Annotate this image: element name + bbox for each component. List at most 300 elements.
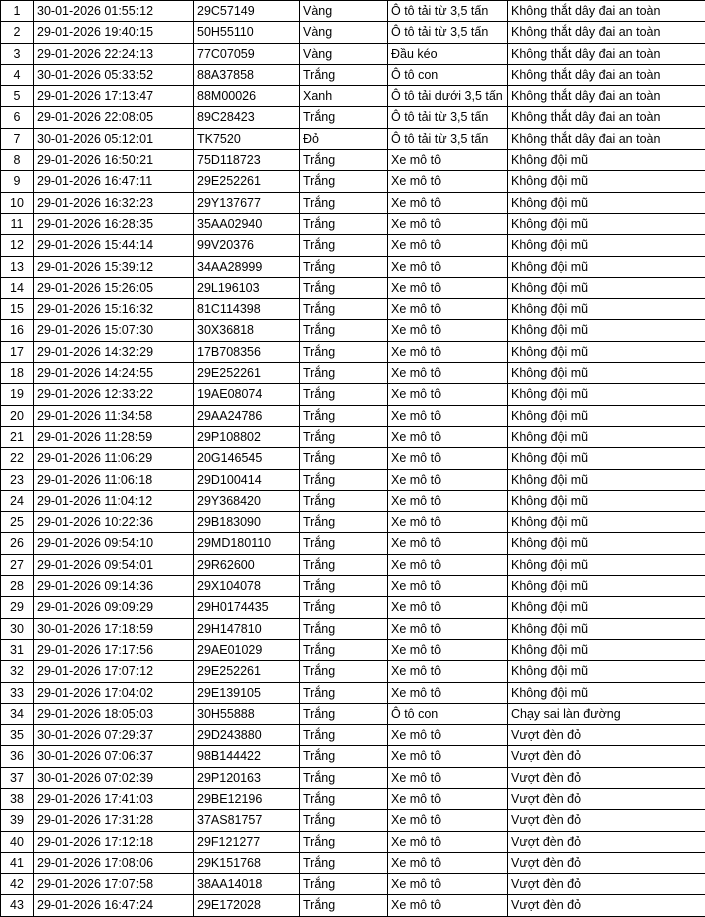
- cell-color: Trắng: [300, 64, 388, 85]
- cell-vehicle-type: Xe mô tô: [388, 469, 508, 490]
- cell-plate: 29D100414: [194, 469, 300, 490]
- cell-datetime: 29-01-2026 16:50:21: [34, 150, 194, 171]
- cell-plate: 29F121277: [194, 831, 300, 852]
- cell-datetime: 29-01-2026 17:17:56: [34, 639, 194, 660]
- cell-datetime: 29-01-2026 15:26:05: [34, 277, 194, 298]
- table-row: [1, 363, 705, 384]
- cell-plate: 29BE12196: [194, 788, 300, 809]
- cell-violation: Vượt đèn đỏ: [508, 725, 705, 746]
- table-row: [1, 661, 705, 682]
- cell-color: Trắng: [300, 256, 388, 277]
- cell-color: Trắng: [300, 554, 388, 575]
- cell-index: 35: [1, 725, 34, 746]
- cell-vehicle-type: Ô tô con: [388, 64, 508, 85]
- table-row: [1, 405, 705, 426]
- cell-datetime: 29-01-2026 16:32:23: [34, 192, 194, 213]
- cell-plate: 29E252261: [194, 363, 300, 384]
- table-row: [1, 682, 705, 703]
- cell-datetime: 29-01-2026 17:13:47: [34, 86, 194, 107]
- cell-datetime: 29-01-2026 17:41:03: [34, 788, 194, 809]
- cell-plate: 29P108802: [194, 426, 300, 447]
- cell-vehicle-type: Xe mô tô: [388, 299, 508, 320]
- cell-datetime: 30-01-2026 07:02:39: [34, 767, 194, 788]
- table-row: [1, 320, 705, 341]
- cell-datetime: 30-01-2026 07:29:37: [34, 725, 194, 746]
- cell-vehicle-type: Xe mô tô: [388, 384, 508, 405]
- cell-violation: Không đội mũ: [508, 256, 705, 277]
- cell-index: 3: [1, 43, 34, 64]
- cell-color: Trắng: [300, 788, 388, 809]
- cell-index: 9: [1, 171, 34, 192]
- cell-vehicle-type: Xe mô tô: [388, 213, 508, 234]
- cell-index: 28: [1, 576, 34, 597]
- cell-color: Trắng: [300, 490, 388, 511]
- cell-plate: 88M00026: [194, 86, 300, 107]
- cell-vehicle-type: Xe mô tô: [388, 533, 508, 554]
- cell-violation: Không thắt dây đai an toàn: [508, 107, 705, 128]
- table-row: [1, 874, 705, 895]
- cell-violation: Không thắt dây đai an toàn: [508, 64, 705, 85]
- table-row: [1, 852, 705, 873]
- cell-color: Trắng: [300, 277, 388, 298]
- cell-violation: Vượt đèn đỏ: [508, 788, 705, 809]
- cell-datetime: 29-01-2026 17:12:18: [34, 831, 194, 852]
- cell-color: Trắng: [300, 363, 388, 384]
- cell-index: 33: [1, 682, 34, 703]
- cell-violation: Không đội mũ: [508, 363, 705, 384]
- cell-color: Trắng: [300, 150, 388, 171]
- cell-datetime: 29-01-2026 22:08:05: [34, 107, 194, 128]
- cell-violation: Không đội mũ: [508, 299, 705, 320]
- cell-color: Trắng: [300, 682, 388, 703]
- cell-plate: 29MD180110: [194, 533, 300, 554]
- cell-vehicle-type: Ô tô tải từ 3,5 tấn: [388, 1, 508, 22]
- cell-index: 34: [1, 703, 34, 724]
- cell-plate: 30H55888: [194, 703, 300, 724]
- cell-violation: Không đội mũ: [508, 554, 705, 575]
- cell-color: Trắng: [300, 852, 388, 873]
- cell-plate: 29E172028: [194, 895, 300, 916]
- cell-datetime: 29-01-2026 15:44:14: [34, 235, 194, 256]
- table-row: [1, 426, 705, 447]
- cell-color: Trắng: [300, 618, 388, 639]
- cell-datetime: 29-01-2026 11:04:12: [34, 490, 194, 511]
- cell-plate: 29E252261: [194, 661, 300, 682]
- cell-datetime: 29-01-2026 11:34:58: [34, 405, 194, 426]
- cell-datetime: 29-01-2026 11:06:29: [34, 448, 194, 469]
- cell-vehicle-type: Ô tô tải dưới 3,5 tấn: [388, 86, 508, 107]
- cell-vehicle-type: Xe mô tô: [388, 341, 508, 362]
- cell-violation: Không đội mũ: [508, 597, 705, 618]
- cell-vehicle-type: Xe mô tô: [388, 597, 508, 618]
- cell-violation: Không đội mũ: [508, 490, 705, 511]
- cell-vehicle-type: Xe mô tô: [388, 725, 508, 746]
- cell-color: Trắng: [300, 341, 388, 362]
- cell-vehicle-type: Xe mô tô: [388, 448, 508, 469]
- cell-index: 37: [1, 767, 34, 788]
- cell-datetime: 29-01-2026 19:40:15: [34, 22, 194, 43]
- cell-plate: 29K151768: [194, 852, 300, 873]
- cell-index: 13: [1, 256, 34, 277]
- cell-plate: 29B183090: [194, 512, 300, 533]
- cell-vehicle-type: Xe mô tô: [388, 554, 508, 575]
- cell-violation: Không đội mũ: [508, 320, 705, 341]
- cell-violation: Không thắt dây đai an toàn: [508, 86, 705, 107]
- table-row: [1, 299, 705, 320]
- cell-color: Trắng: [300, 874, 388, 895]
- cell-violation: Không đội mũ: [508, 469, 705, 490]
- cell-violation: Không đội mũ: [508, 235, 705, 256]
- cell-datetime: 30-01-2026 17:18:59: [34, 618, 194, 639]
- cell-plate: 37AS81757: [194, 810, 300, 831]
- cell-color: Trắng: [300, 597, 388, 618]
- cell-index: 23: [1, 469, 34, 490]
- cell-vehicle-type: Xe mô tô: [388, 363, 508, 384]
- cell-index: 43: [1, 895, 34, 916]
- cell-vehicle-type: Xe mô tô: [388, 788, 508, 809]
- cell-datetime: 29-01-2026 11:28:59: [34, 426, 194, 447]
- cell-color: Trắng: [300, 448, 388, 469]
- table-row: [1, 576, 705, 597]
- cell-index: 42: [1, 874, 34, 895]
- cell-index: 12: [1, 235, 34, 256]
- cell-datetime: 29-01-2026 15:39:12: [34, 256, 194, 277]
- cell-color: Trắng: [300, 533, 388, 554]
- cell-plate: 29Y368420: [194, 490, 300, 511]
- cell-index: 25: [1, 512, 34, 533]
- cell-datetime: 29-01-2026 15:07:30: [34, 320, 194, 341]
- cell-datetime: 29-01-2026 16:47:11: [34, 171, 194, 192]
- cell-violation: Không đội mũ: [508, 576, 705, 597]
- cell-vehicle-type: Xe mô tô: [388, 235, 508, 256]
- violations-table-body: [1, 1, 705, 917]
- cell-index: 19: [1, 384, 34, 405]
- cell-violation: Không đội mũ: [508, 512, 705, 533]
- cell-color: Trắng: [300, 213, 388, 234]
- cell-color: Trắng: [300, 767, 388, 788]
- cell-color: Trắng: [300, 703, 388, 724]
- cell-datetime: 29-01-2026 14:24:55: [34, 363, 194, 384]
- cell-datetime: 29-01-2026 17:07:12: [34, 661, 194, 682]
- table-row: [1, 107, 705, 128]
- cell-violation: Vượt đèn đỏ: [508, 746, 705, 767]
- cell-vehicle-type: Xe mô tô: [388, 512, 508, 533]
- cell-plate: 29H0174435: [194, 597, 300, 618]
- cell-violation: Không đội mũ: [508, 639, 705, 660]
- cell-index: 8: [1, 150, 34, 171]
- cell-index: 39: [1, 810, 34, 831]
- cell-index: 2: [1, 22, 34, 43]
- cell-color: Trắng: [300, 746, 388, 767]
- cell-violation: Không đội mũ: [508, 192, 705, 213]
- cell-index: 10: [1, 192, 34, 213]
- table-row: [1, 277, 705, 298]
- cell-index: 7: [1, 128, 34, 149]
- cell-vehicle-type: Xe mô tô: [388, 895, 508, 916]
- table-row: [1, 64, 705, 85]
- table-row: [1, 725, 705, 746]
- cell-vehicle-type: Ô tô tải từ 3,5 tấn: [388, 107, 508, 128]
- cell-plate: 19AE08074: [194, 384, 300, 405]
- cell-datetime: 30-01-2026 05:33:52: [34, 64, 194, 85]
- cell-index: 36: [1, 746, 34, 767]
- cell-datetime: 29-01-2026 14:32:29: [34, 341, 194, 362]
- cell-color: Trắng: [300, 639, 388, 660]
- cell-vehicle-type: Xe mô tô: [388, 767, 508, 788]
- table-row: [1, 150, 705, 171]
- table-row: [1, 490, 705, 511]
- cell-datetime: 29-01-2026 09:09:29: [34, 597, 194, 618]
- cell-color: Trắng: [300, 235, 388, 256]
- table-row: [1, 235, 705, 256]
- cell-vehicle-type: Xe mô tô: [388, 746, 508, 767]
- cell-vehicle-type: Xe mô tô: [388, 192, 508, 213]
- cell-plate: 29AE01029: [194, 639, 300, 660]
- cell-datetime: 29-01-2026 11:06:18: [34, 469, 194, 490]
- cell-index: 16: [1, 320, 34, 341]
- cell-vehicle-type: Ô tô tải từ 3,5 tấn: [388, 128, 508, 149]
- cell-index: 21: [1, 426, 34, 447]
- cell-plate: 29C57149: [194, 1, 300, 22]
- cell-vehicle-type: Xe mô tô: [388, 150, 508, 171]
- cell-violation: Không đội mũ: [508, 618, 705, 639]
- cell-plate: 99V20376: [194, 235, 300, 256]
- cell-violation: Không thắt dây đai an toàn: [508, 43, 705, 64]
- cell-plate: 29AA24786: [194, 405, 300, 426]
- cell-index: 27: [1, 554, 34, 575]
- cell-color: Vàng: [300, 22, 388, 43]
- cell-color: Trắng: [300, 299, 388, 320]
- cell-violation: Vượt đèn đỏ: [508, 852, 705, 873]
- cell-violation: Vượt đèn đỏ: [508, 874, 705, 895]
- cell-datetime: 29-01-2026 12:33:22: [34, 384, 194, 405]
- cell-vehicle-type: Xe mô tô: [388, 831, 508, 852]
- cell-color: Trắng: [300, 320, 388, 341]
- cell-violation: Không đội mũ: [508, 150, 705, 171]
- cell-color: Trắng: [300, 810, 388, 831]
- table-row: [1, 86, 705, 107]
- cell-vehicle-type: Xe mô tô: [388, 171, 508, 192]
- cell-plate: 29R62600: [194, 554, 300, 575]
- cell-plate: 29D243880: [194, 725, 300, 746]
- table-row: [1, 192, 705, 213]
- cell-color: Trắng: [300, 384, 388, 405]
- cell-color: Trắng: [300, 107, 388, 128]
- cell-datetime: 29-01-2026 17:31:28: [34, 810, 194, 831]
- cell-color: Trắng: [300, 405, 388, 426]
- cell-vehicle-type: Đầu kéo: [388, 43, 508, 64]
- cell-violation: Không đội mũ: [508, 405, 705, 426]
- cell-datetime: 29-01-2026 09:14:36: [34, 576, 194, 597]
- cell-violation: Không đội mũ: [508, 533, 705, 554]
- table-row: [1, 384, 705, 405]
- table-row: [1, 128, 705, 149]
- table-row: [1, 171, 705, 192]
- cell-datetime: 30-01-2026 05:12:01: [34, 128, 194, 149]
- table-row: [1, 533, 705, 554]
- table-row: [1, 895, 705, 916]
- table-row: [1, 618, 705, 639]
- cell-plate: 17B708356: [194, 341, 300, 362]
- cell-vehicle-type: Ô tô con: [388, 703, 508, 724]
- cell-index: 17: [1, 341, 34, 362]
- cell-color: Trắng: [300, 576, 388, 597]
- cell-vehicle-type: Xe mô tô: [388, 682, 508, 703]
- cell-violation: Không đội mũ: [508, 341, 705, 362]
- cell-violation: Không thắt dây đai an toàn: [508, 22, 705, 43]
- cell-violation: Không đội mũ: [508, 661, 705, 682]
- cell-color: Trắng: [300, 512, 388, 533]
- table-row: [1, 43, 705, 64]
- cell-vehicle-type: Xe mô tô: [388, 810, 508, 831]
- table-row: [1, 639, 705, 660]
- cell-color: Trắng: [300, 725, 388, 746]
- table-row: [1, 788, 705, 809]
- cell-index: 22: [1, 448, 34, 469]
- cell-index: 15: [1, 299, 34, 320]
- cell-violation: Vượt đèn đỏ: [508, 831, 705, 852]
- cell-violation: Không đội mũ: [508, 277, 705, 298]
- cell-color: Trắng: [300, 661, 388, 682]
- cell-plate: 30X36818: [194, 320, 300, 341]
- cell-datetime: 29-01-2026 17:07:58: [34, 874, 194, 895]
- table-row: [1, 1, 705, 22]
- table-row: [1, 256, 705, 277]
- cell-vehicle-type: Xe mô tô: [388, 661, 508, 682]
- table-row: [1, 597, 705, 618]
- table-row: [1, 831, 705, 852]
- cell-plate: 29H147810: [194, 618, 300, 639]
- cell-index: 29: [1, 597, 34, 618]
- cell-datetime: 29-01-2026 17:04:02: [34, 682, 194, 703]
- cell-vehicle-type: Xe mô tô: [388, 405, 508, 426]
- cell-color: Trắng: [300, 469, 388, 490]
- table-row: [1, 703, 705, 724]
- cell-datetime: 29-01-2026 22:24:13: [34, 43, 194, 64]
- cell-color: Trắng: [300, 426, 388, 447]
- cell-color: Trắng: [300, 171, 388, 192]
- cell-index: 26: [1, 533, 34, 554]
- cell-vehicle-type: Xe mô tô: [388, 426, 508, 447]
- table-row: [1, 341, 705, 362]
- cell-index: 4: [1, 64, 34, 85]
- cell-index: 20: [1, 405, 34, 426]
- cell-index: 32: [1, 661, 34, 682]
- cell-color: Trắng: [300, 192, 388, 213]
- cell-datetime: 29-01-2026 16:28:35: [34, 213, 194, 234]
- cell-index: 41: [1, 852, 34, 873]
- cell-plate: TK7520: [194, 128, 300, 149]
- cell-datetime: 30-01-2026 01:55:12: [34, 1, 194, 22]
- table-row: [1, 746, 705, 767]
- cell-index: 11: [1, 213, 34, 234]
- cell-index: 6: [1, 107, 34, 128]
- table-row: [1, 810, 705, 831]
- cell-datetime: 30-01-2026 07:06:37: [34, 746, 194, 767]
- cell-vehicle-type: Xe mô tô: [388, 256, 508, 277]
- cell-color: Trắng: [300, 895, 388, 916]
- cell-violation: Không đội mũ: [508, 213, 705, 234]
- cell-violation: Vượt đèn đỏ: [508, 895, 705, 916]
- cell-datetime: 29-01-2026 10:22:36: [34, 512, 194, 533]
- cell-vehicle-type: Ô tô tải từ 3,5 tấn: [388, 22, 508, 43]
- cell-index: 14: [1, 277, 34, 298]
- cell-index: 18: [1, 363, 34, 384]
- cell-plate: 29X104078: [194, 576, 300, 597]
- cell-plate: 29Y137677: [194, 192, 300, 213]
- cell-vehicle-type: Xe mô tô: [388, 874, 508, 895]
- cell-datetime: 29-01-2026 15:16:32: [34, 299, 194, 320]
- cell-vehicle-type: Xe mô tô: [388, 320, 508, 341]
- cell-violation: Không thắt dây đai an toàn: [508, 128, 705, 149]
- cell-plate: 77C07059: [194, 43, 300, 64]
- cell-plate: 29P120163: [194, 767, 300, 788]
- cell-plate: 98B144422: [194, 746, 300, 767]
- cell-index: 38: [1, 788, 34, 809]
- cell-violation: Không thắt dây đai an toàn: [508, 1, 705, 22]
- cell-datetime: 29-01-2026 17:08:06: [34, 852, 194, 873]
- cell-index: 30: [1, 618, 34, 639]
- cell-violation: Không đội mũ: [508, 682, 705, 703]
- cell-color: Vàng: [300, 1, 388, 22]
- cell-color: Trắng: [300, 831, 388, 852]
- cell-violation: Không đội mũ: [508, 426, 705, 447]
- cell-vehicle-type: Xe mô tô: [388, 852, 508, 873]
- cell-plate: 50H55110: [194, 22, 300, 43]
- cell-datetime: 29-01-2026 16:47:24: [34, 895, 194, 916]
- cell-violation: Không đội mũ: [508, 384, 705, 405]
- cell-plate: 88A37858: [194, 64, 300, 85]
- cell-violation: Vượt đèn đỏ: [508, 810, 705, 831]
- cell-plate: 35AA02940: [194, 213, 300, 234]
- cell-vehicle-type: Xe mô tô: [388, 576, 508, 597]
- cell-color: Đỏ: [300, 128, 388, 149]
- cell-plate: 81C114398: [194, 299, 300, 320]
- cell-violation: Vượt đèn đỏ: [508, 767, 705, 788]
- cell-violation: Không đội mũ: [508, 448, 705, 469]
- cell-plate: 75D118723: [194, 150, 300, 171]
- cell-plate: 89C28423: [194, 107, 300, 128]
- cell-plate: 29E139105: [194, 682, 300, 703]
- cell-plate: 38AA14018: [194, 874, 300, 895]
- table-row: [1, 512, 705, 533]
- cell-vehicle-type: Xe mô tô: [388, 277, 508, 298]
- cell-color: Xanh: [300, 86, 388, 107]
- cell-index: 40: [1, 831, 34, 852]
- cell-index: 24: [1, 490, 34, 511]
- cell-datetime: 29-01-2026 09:54:01: [34, 554, 194, 575]
- cell-violation: Không đội mũ: [508, 171, 705, 192]
- cell-plate: 29E252261: [194, 171, 300, 192]
- table-row: [1, 448, 705, 469]
- cell-plate: 20G146545: [194, 448, 300, 469]
- table-row: [1, 469, 705, 490]
- cell-violation: Chạy sai làn đường: [508, 703, 705, 724]
- cell-vehicle-type: Xe mô tô: [388, 490, 508, 511]
- table-row: [1, 767, 705, 788]
- table-row: [1, 554, 705, 575]
- cell-plate: 34AA28999: [194, 256, 300, 277]
- cell-plate: 29L196103: [194, 277, 300, 298]
- cell-index: 5: [1, 86, 34, 107]
- table-row: [1, 22, 705, 43]
- cell-vehicle-type: Xe mô tô: [388, 639, 508, 660]
- cell-index: 1: [1, 1, 34, 22]
- table-row: [1, 213, 705, 234]
- cell-datetime: 29-01-2026 18:05:03: [34, 703, 194, 724]
- cell-index: 31: [1, 639, 34, 660]
- cell-vehicle-type: Xe mô tô: [388, 618, 508, 639]
